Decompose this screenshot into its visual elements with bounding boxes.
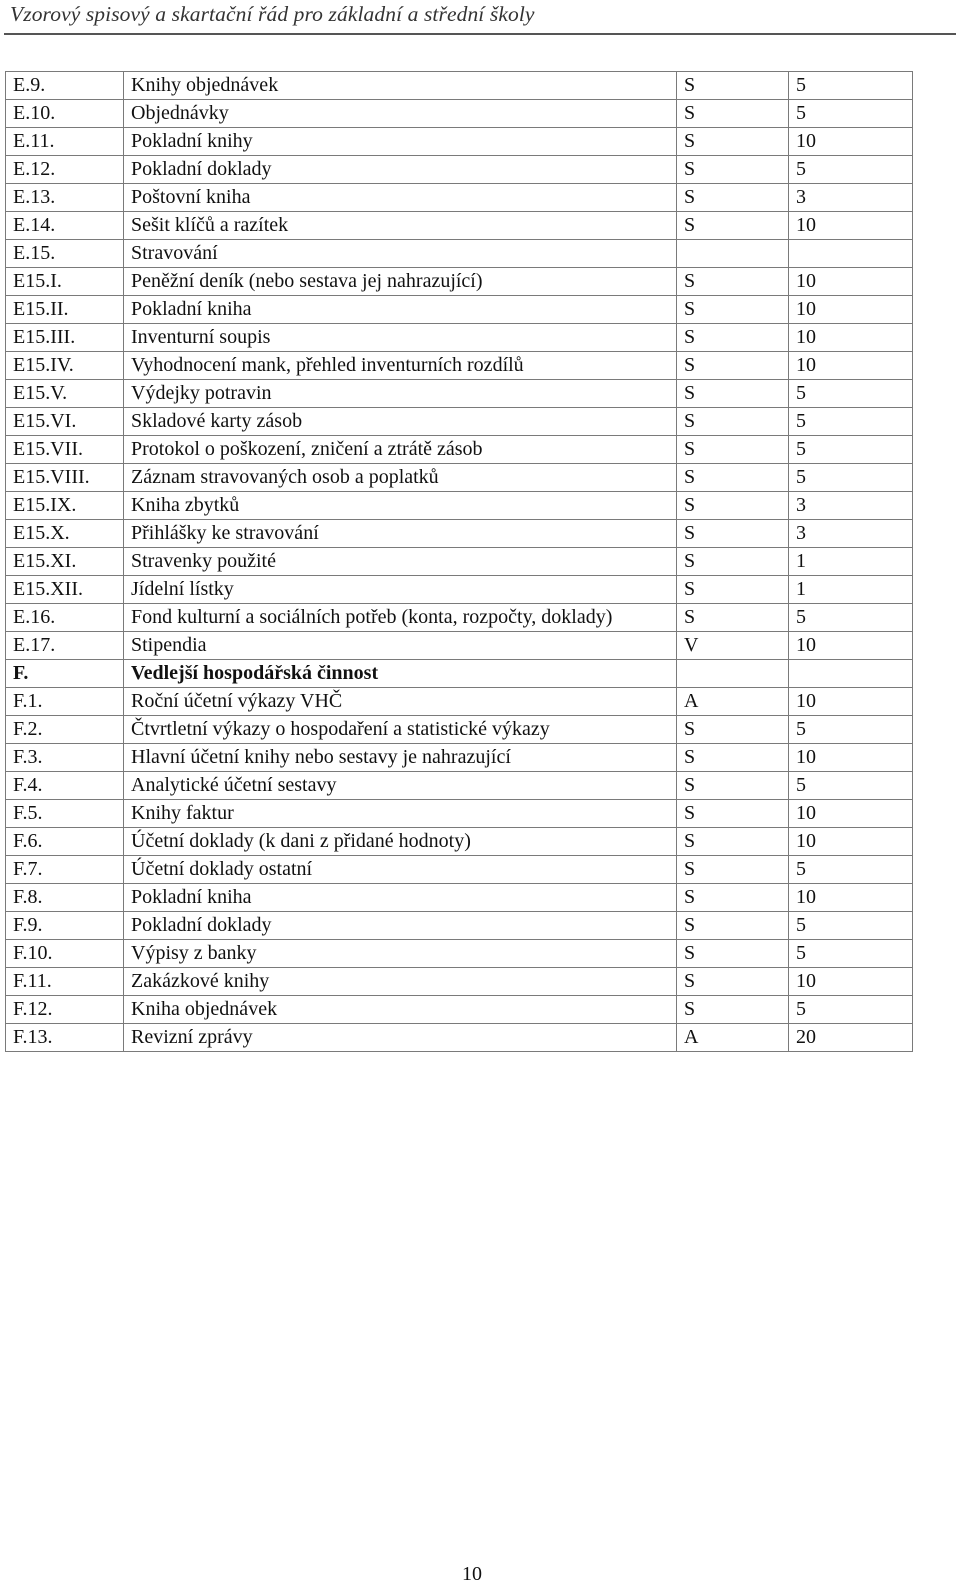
row-code: E15.VI. bbox=[6, 408, 124, 436]
row-years: 1 bbox=[789, 576, 913, 604]
row-mark: S bbox=[677, 72, 789, 100]
table-row bbox=[6, 520, 913, 548]
row-code: E.12. bbox=[6, 156, 124, 184]
row-mark: S bbox=[677, 436, 789, 464]
row-mark: S bbox=[677, 212, 789, 240]
row-years: 10 bbox=[789, 324, 913, 352]
table-row bbox=[6, 940, 913, 968]
row-code: E15.V. bbox=[6, 380, 124, 408]
row-name: Revizní zprávy bbox=[124, 1024, 677, 1052]
row-name: Protokol o poškození, zničení a ztrátě zásob bbox=[124, 436, 677, 464]
row-mark: S bbox=[677, 576, 789, 604]
row-code: F.9. bbox=[6, 912, 124, 940]
row-name: Inventurní soupis bbox=[124, 324, 677, 352]
row-mark: V bbox=[677, 632, 789, 660]
table-row bbox=[6, 576, 913, 604]
row-code: F.12. bbox=[6, 996, 124, 1024]
row-years: 10 bbox=[789, 828, 913, 856]
row-name: Pokladní kniha bbox=[124, 296, 677, 324]
row-mark: S bbox=[677, 296, 789, 324]
row-code: F.8. bbox=[6, 884, 124, 912]
row-mark: S bbox=[677, 604, 789, 632]
row-code: E15.VII. bbox=[6, 436, 124, 464]
row-code: E.9. bbox=[6, 72, 124, 100]
row-mark: A bbox=[677, 688, 789, 716]
row-name: Jídelní lístky bbox=[124, 576, 677, 604]
row-years: 10 bbox=[789, 688, 913, 716]
row-name: Zakázkové knihy bbox=[124, 968, 677, 996]
row-years: 5 bbox=[789, 996, 913, 1024]
table-row bbox=[6, 72, 913, 100]
row-name: Kniha zbytků bbox=[124, 492, 677, 520]
row-years: 10 bbox=[789, 352, 913, 380]
table-row bbox=[6, 800, 913, 828]
row-code: E.17. bbox=[6, 632, 124, 660]
row-code: F.3. bbox=[6, 744, 124, 772]
table-row bbox=[6, 884, 913, 912]
table-row bbox=[6, 380, 913, 408]
row-years: 10 bbox=[789, 128, 913, 156]
row-mark: S bbox=[677, 352, 789, 380]
row-mark: S bbox=[677, 996, 789, 1024]
table-row bbox=[6, 772, 913, 800]
row-mark: S bbox=[677, 184, 789, 212]
row-mark: S bbox=[677, 828, 789, 856]
retention-table-body bbox=[6, 72, 913, 1052]
row-mark: A bbox=[677, 1024, 789, 1052]
row-mark: S bbox=[677, 856, 789, 884]
row-years: 3 bbox=[789, 492, 913, 520]
row-years: 5 bbox=[789, 716, 913, 744]
table-row bbox=[6, 296, 913, 324]
row-code: E.13. bbox=[6, 184, 124, 212]
row-years: 10 bbox=[789, 744, 913, 772]
table-row bbox=[6, 212, 913, 240]
row-code: E.11. bbox=[6, 128, 124, 156]
row-name: Roční účetní výkazy VHČ bbox=[124, 688, 677, 716]
row-mark: S bbox=[677, 772, 789, 800]
row-years: 20 bbox=[789, 1024, 913, 1052]
table-row bbox=[6, 464, 913, 492]
table-row bbox=[6, 968, 913, 996]
row-name: Výpisy z banky bbox=[124, 940, 677, 968]
row-mark: S bbox=[677, 128, 789, 156]
row-name: Peněžní deník (nebo sestava jej nahrazující) bbox=[124, 268, 677, 296]
page-number: 10 bbox=[462, 1563, 482, 1585]
row-mark: S bbox=[677, 968, 789, 996]
row-code: E.16. bbox=[6, 604, 124, 632]
table-row bbox=[6, 828, 913, 856]
row-name: Objednávky bbox=[124, 100, 677, 128]
row-years: 5 bbox=[789, 380, 913, 408]
row-mark: S bbox=[677, 268, 789, 296]
row-code: E15.XI. bbox=[6, 548, 124, 576]
row-years: 5 bbox=[789, 604, 913, 632]
row-code: E15.I. bbox=[6, 268, 124, 296]
table-row bbox=[6, 912, 913, 940]
row-name: Skladové karty zásob bbox=[124, 408, 677, 436]
row-name: Kniha objednávek bbox=[124, 996, 677, 1024]
row-years: 5 bbox=[789, 856, 913, 884]
row-name: Pokladní doklady bbox=[124, 156, 677, 184]
table-row bbox=[6, 128, 913, 156]
row-code: E15.XII. bbox=[6, 576, 124, 604]
row-name: Pokladní kniha bbox=[124, 884, 677, 912]
row-mark: S bbox=[677, 324, 789, 352]
row-years bbox=[789, 240, 913, 268]
row-code: E.14. bbox=[6, 212, 124, 240]
table-row bbox=[6, 1024, 913, 1052]
row-name: Knihy faktur bbox=[124, 800, 677, 828]
row-code: E.10. bbox=[6, 100, 124, 128]
row-code: F.4. bbox=[6, 772, 124, 800]
row-name: Sešit klíčů a razítek bbox=[124, 212, 677, 240]
row-name: Stipendia bbox=[124, 632, 677, 660]
row-years: 5 bbox=[789, 912, 913, 940]
row-code: E15.X. bbox=[6, 520, 124, 548]
table-row bbox=[6, 492, 913, 520]
row-years: 10 bbox=[789, 800, 913, 828]
row-code: F.7. bbox=[6, 856, 124, 884]
table-row bbox=[6, 240, 913, 268]
row-mark: S bbox=[677, 912, 789, 940]
row-years: 5 bbox=[789, 100, 913, 128]
row-code: E15.III. bbox=[6, 324, 124, 352]
row-years: 5 bbox=[789, 940, 913, 968]
table-row bbox=[6, 744, 913, 772]
row-code: F. bbox=[6, 660, 124, 688]
row-code: F.1. bbox=[6, 688, 124, 716]
table-row bbox=[6, 548, 913, 576]
row-years bbox=[789, 660, 913, 688]
table-row bbox=[6, 352, 913, 380]
row-name: Hlavní účetní knihy nebo sestavy je nahrazující bbox=[124, 744, 677, 772]
row-code: F.5. bbox=[6, 800, 124, 828]
row-name: Vyhodnocení mank, přehled inventurních rozdílů bbox=[124, 352, 677, 380]
table-row bbox=[6, 996, 913, 1024]
row-name: Analytické účetní sestavy bbox=[124, 772, 677, 800]
table-row bbox=[6, 856, 913, 884]
row-name: Výdejky potravin bbox=[124, 380, 677, 408]
row-years: 5 bbox=[789, 436, 913, 464]
row-years: 10 bbox=[789, 268, 913, 296]
row-mark: S bbox=[677, 884, 789, 912]
table-row bbox=[6, 436, 913, 464]
row-code: E15.IV. bbox=[6, 352, 124, 380]
row-name: Účetní doklady ostatní bbox=[124, 856, 677, 884]
row-mark: S bbox=[677, 716, 789, 744]
row-name: Vedlejší hospodářská činnost bbox=[124, 660, 677, 688]
table-row bbox=[6, 184, 913, 212]
row-mark: S bbox=[677, 940, 789, 968]
row-name: Pokladní knihy bbox=[124, 128, 677, 156]
row-mark bbox=[677, 660, 789, 688]
row-name: Čtvrtletní výkazy o hospodaření a statistické výkazy bbox=[124, 716, 677, 744]
row-mark: S bbox=[677, 800, 789, 828]
row-name: Fond kulturní a sociálních potřeb (konta, rozpočty, doklady) bbox=[124, 604, 677, 632]
table-row bbox=[6, 268, 913, 296]
row-name: Stravenky použité bbox=[124, 548, 677, 576]
row-name: Záznam stravovaných osob a poplatků bbox=[124, 464, 677, 492]
row-mark: S bbox=[677, 492, 789, 520]
row-mark: S bbox=[677, 520, 789, 548]
row-code: E15.VIII. bbox=[6, 464, 124, 492]
table-row bbox=[6, 604, 913, 632]
row-code: F.11. bbox=[6, 968, 124, 996]
row-mark: S bbox=[677, 380, 789, 408]
row-years: 10 bbox=[789, 968, 913, 996]
row-mark: S bbox=[677, 408, 789, 436]
row-name: Stravování bbox=[124, 240, 677, 268]
table-row bbox=[6, 688, 913, 716]
row-name: Účetní doklady (k dani z přidané hodnoty) bbox=[124, 828, 677, 856]
row-years: 5 bbox=[789, 156, 913, 184]
table-row bbox=[6, 408, 913, 436]
row-code: F.10. bbox=[6, 940, 124, 968]
table-row bbox=[6, 632, 913, 660]
row-name: Poštovní kniha bbox=[124, 184, 677, 212]
row-code: E15.IX. bbox=[6, 492, 124, 520]
header-rule bbox=[4, 33, 956, 35]
row-mark: S bbox=[677, 156, 789, 184]
table-row bbox=[6, 324, 913, 352]
row-years: 5 bbox=[789, 772, 913, 800]
row-code: F.2. bbox=[6, 716, 124, 744]
row-mark bbox=[677, 240, 789, 268]
row-years: 10 bbox=[789, 632, 913, 660]
row-mark: S bbox=[677, 548, 789, 576]
retention-table bbox=[5, 71, 913, 1052]
row-name: Knihy objednávek bbox=[124, 72, 677, 100]
row-code: E15.II. bbox=[6, 296, 124, 324]
row-code: E.15. bbox=[6, 240, 124, 268]
row-years: 5 bbox=[789, 72, 913, 100]
table-row bbox=[6, 716, 913, 744]
row-years: 1 bbox=[789, 548, 913, 576]
row-code: F.13. bbox=[6, 1024, 124, 1052]
row-mark: S bbox=[677, 100, 789, 128]
page-header-title: Vzorový spisový a skartační řád pro základní a střední školy bbox=[10, 2, 535, 26]
table-row bbox=[6, 156, 913, 184]
row-name: Přihlášky ke stravování bbox=[124, 520, 677, 548]
table-row bbox=[6, 660, 913, 688]
row-years: 5 bbox=[789, 464, 913, 492]
row-years: 5 bbox=[789, 408, 913, 436]
table-row bbox=[6, 100, 913, 128]
row-mark: S bbox=[677, 744, 789, 772]
row-years: 10 bbox=[789, 296, 913, 324]
row-mark: S bbox=[677, 464, 789, 492]
row-name: Pokladní doklady bbox=[124, 912, 677, 940]
row-years: 3 bbox=[789, 520, 913, 548]
row-years: 3 bbox=[789, 184, 913, 212]
row-years: 10 bbox=[789, 884, 913, 912]
row-years: 10 bbox=[789, 212, 913, 240]
row-code: F.6. bbox=[6, 828, 124, 856]
